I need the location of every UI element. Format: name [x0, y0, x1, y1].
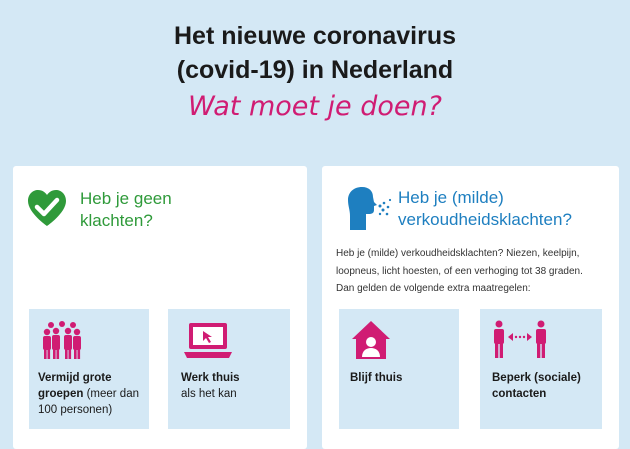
limit-contacts-label: Beperk (sociale) contacten — [492, 372, 581, 400]
no-symptoms-heading: Heb je geen klachten? — [80, 189, 172, 230]
crowd-icon — [42, 320, 82, 360]
page-title-line2: (covid-19) in Nederland — [176, 56, 454, 84]
stay-home-label: Blijf thuis — [350, 372, 403, 384]
page-subtitle: Wat moet je doen? — [188, 91, 442, 122]
distance-people-icon — [492, 320, 548, 360]
avoid-groups-label: Vermijd grote groepen (meer dan 100 personen) — [38, 372, 139, 416]
cold-symptoms-description: Heb je (milde) verkoudheidsklachten? Niezen, keelpijn, loopneus, licht hoesten, of een verhoging tot 38 graden. Dan gelden de volgende extra maatregelen: — [336, 248, 583, 294]
work-from-home-label: Werk thuis als het kan — [181, 372, 240, 400]
sneezing-person-icon — [344, 186, 392, 232]
laptop-icon — [184, 322, 232, 360]
page-title-line1: Het nieuwe coronavirus — [173, 22, 457, 50]
heart-check-icon — [25, 188, 69, 228]
cold-symptoms-heading: Heb je (milde) verkoudheidsklachten? — [398, 188, 572, 229]
house-person-icon — [351, 320, 391, 360]
